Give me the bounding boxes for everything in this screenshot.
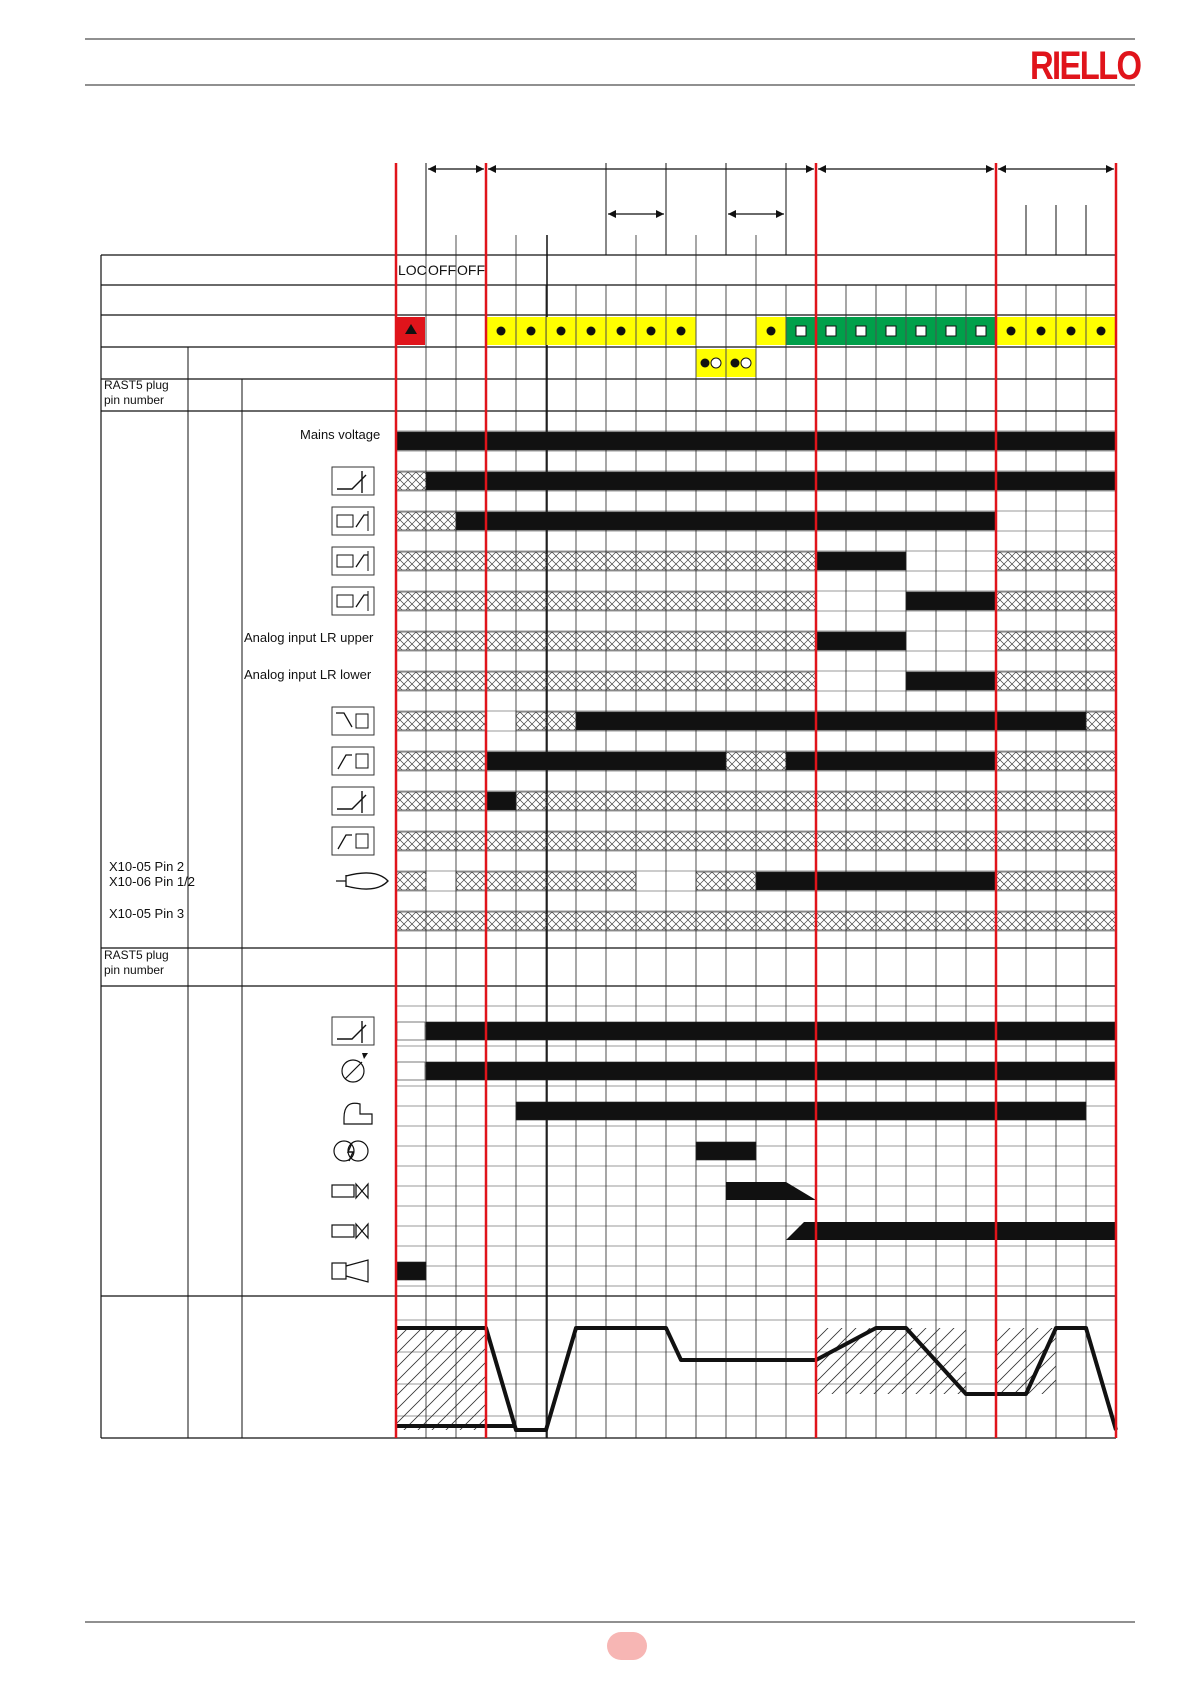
temperature-limiter-icon [332, 507, 374, 535]
flame-detector-icon [336, 873, 388, 889]
standby-dot-icon [557, 327, 566, 336]
pressure-switch-1-bar [396, 552, 816, 570]
air-pressure-bar [576, 712, 1086, 730]
rast-plug-label-1: RAST5 plug [104, 378, 169, 392]
pressure-switch-2-bar [906, 592, 996, 610]
alarm-bar [396, 1262, 426, 1280]
page-number-badge [607, 1632, 647, 1660]
mains-voltage-label: Mains voltage [300, 427, 381, 442]
standby-dot-icon [1037, 327, 1046, 336]
limit-switch-icon [332, 787, 374, 815]
damper-hatch-3 [996, 1328, 1056, 1394]
fuel-valve-2-bar [786, 1222, 1116, 1240]
operation-square-icon [946, 326, 956, 336]
x10-05-pin3-label: X10-05 Pin 3 [109, 906, 185, 921]
flame-detector-bar [696, 872, 756, 890]
horn-bell [346, 1260, 368, 1282]
flame-detector-bar [396, 872, 426, 890]
damper-hatch-1 [396, 1328, 486, 1430]
valve-bowtie [356, 1224, 368, 1238]
standby-dot-icon [1007, 327, 1016, 336]
x10-05-pin2-label: X10-05 Pin 2 [109, 859, 185, 874]
phase-arrow-2-head-r [806, 165, 814, 173]
standby-dot-icon [767, 327, 776, 336]
gas-pressure-bar [996, 752, 1116, 770]
standby-dot-icon [497, 327, 506, 336]
analog-upper-bar [396, 632, 816, 650]
thermostat-bar [426, 472, 1116, 490]
limit-switch-icon-frame [332, 787, 374, 815]
valve-proving-bar [396, 832, 1116, 850]
analog-lower-bar [396, 672, 816, 690]
valve-bowtie [356, 1184, 368, 1198]
thermostat-bar [396, 472, 426, 490]
motor-bar [426, 1062, 1116, 1080]
phase-arrow-3-head-r [986, 165, 994, 173]
standby-dot-icon [527, 327, 536, 336]
rast-plug-label-2: RAST5 plug [104, 948, 169, 962]
standby-dot-icon [677, 327, 686, 336]
motor-off-cell [397, 1062, 425, 1080]
standby-dot-icon [647, 327, 656, 336]
fan-switch-bar [426, 1022, 1116, 1040]
standby-dot-icon [587, 327, 596, 336]
gas-pressure-bar [786, 752, 996, 770]
temperature-limiter-bar [396, 512, 456, 530]
pressure-switch-1-bar [816, 552, 906, 570]
time-arrow-2-head-r [776, 210, 784, 218]
x10-06-pin12-label: X10-06 Pin 1/2 [109, 874, 196, 889]
time-arrow-1-head-r [656, 210, 664, 218]
pressure-switch-2-bar [996, 592, 1116, 610]
thermostat-switch-icon-frame [332, 467, 374, 495]
phase-arrow-1-head-r [476, 165, 484, 173]
operation-square-icon [826, 326, 836, 336]
gas-pressure-bar [396, 752, 486, 770]
analog-upper-bar [996, 632, 1116, 650]
gas-pressure-bar [486, 752, 726, 770]
state-label-off-2: OFF [457, 262, 485, 278]
ignition-transformer-bar [696, 1142, 756, 1160]
flame-detector-bar [456, 872, 636, 890]
temperature-limiter-bar [456, 512, 996, 530]
motor-slash [345, 1062, 362, 1079]
fan-switch-off-cell [397, 1022, 425, 1040]
rast-pin-label-1: pin number [104, 393, 165, 407]
phase-arrow-3-head-l [818, 165, 826, 173]
phase-arrow-2-head-l [488, 165, 496, 173]
brand-logo: RIELLO [1030, 44, 1141, 88]
ignition-dot-icon [701, 359, 710, 368]
analog-lower-bar [996, 672, 1116, 690]
mains-voltage-bar [396, 432, 1116, 450]
analog-upper-label: Analog input LR upper [244, 630, 374, 645]
analog-upper-bar [816, 632, 906, 650]
alarm-horn-icon [332, 1263, 346, 1279]
standby-dot-icon [1097, 327, 1106, 336]
rast-pin-label-2: pin number [104, 963, 165, 977]
gas-pressure-switch-icon [332, 747, 374, 775]
operation-square-icon [976, 326, 986, 336]
operation-square-icon [916, 326, 926, 336]
x10-05-pin3-bar [396, 912, 1116, 930]
time-arrow-1-head-l [608, 210, 616, 218]
thermostat-switch-icon [332, 467, 374, 495]
limit-switch-bar [396, 792, 486, 810]
standby-dot-icon [1067, 327, 1076, 336]
pressure-switch-icon [332, 587, 374, 615]
pressure-switch-2-bar [396, 592, 816, 610]
air-pressure-switch-icon [332, 707, 374, 735]
ignition-dot-icon [731, 359, 740, 368]
flame-detector-bar [996, 872, 1116, 890]
motor-arrow [362, 1053, 368, 1059]
air-pressure-bar [396, 712, 486, 730]
air-pressure-bar [516, 712, 576, 730]
air-damper-icon [344, 1103, 372, 1124]
operation-square-icon [856, 326, 866, 336]
air-pressure-bar [1086, 712, 1116, 730]
standby-dot-icon [617, 327, 626, 336]
fuel-valve-icon [332, 1225, 354, 1237]
pressure-switch-1-bar [996, 552, 1116, 570]
phase-arrow-4-head-r [1106, 165, 1114, 173]
fan-switch-icon-frame [332, 1017, 374, 1045]
flame-detector-bar [756, 872, 996, 890]
operation-square-icon [886, 326, 896, 336]
ignition-ring-icon [711, 358, 721, 368]
limit-switch-bar [486, 792, 516, 810]
fuel-valve-icon [332, 1185, 354, 1197]
damper-hatch-2 [816, 1328, 966, 1394]
pressure-switch-icon [332, 547, 374, 575]
phase-arrow-4-head-l [998, 165, 1006, 173]
time-arrow-2-head-l [728, 210, 736, 218]
valve-proving-icon [332, 827, 374, 855]
phase-arrow-1-head-l [428, 165, 436, 173]
state-label-off-1: OFF [428, 262, 456, 278]
analog-lower-label: Analog input LR lower [244, 667, 372, 682]
fuel-valve-1-bar [726, 1182, 816, 1200]
analog-lower-bar [906, 672, 996, 690]
fan-switch-icon [332, 1017, 374, 1045]
air-damper-bar [516, 1102, 1086, 1120]
ignition-ring-icon [741, 358, 751, 368]
gas-pressure-bar [726, 752, 786, 770]
state-label-loc: LOC [398, 262, 427, 278]
operation-square-icon [796, 326, 806, 336]
